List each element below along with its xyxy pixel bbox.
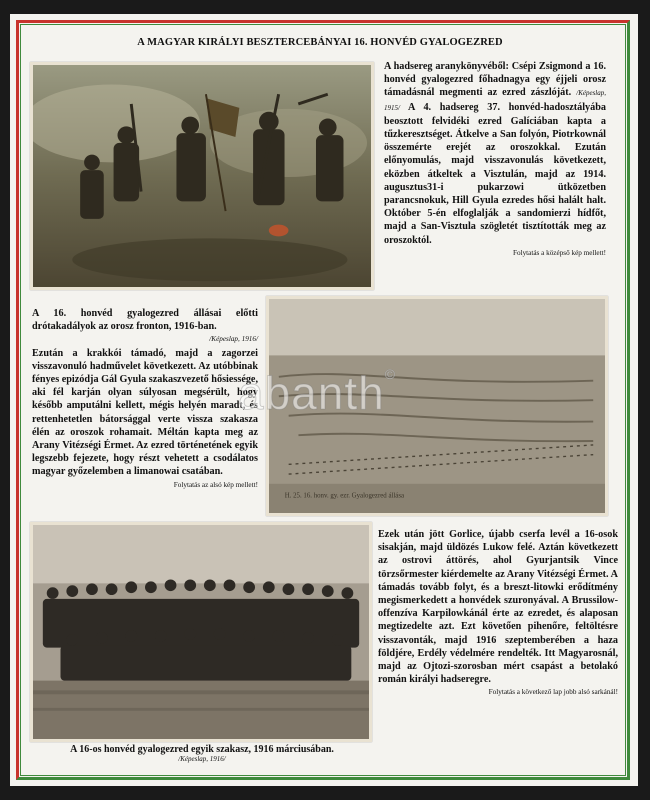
text-block-1 (384, 60, 606, 260)
continue-note-2: Folytatás az alsó kép mellett! (173, 480, 258, 489)
text-1a: A hadsereg aranykönyvéből: Csépi Zsigmond a 16. honvéd gyalogezred főhadnagya egy éjjeli orosz támadásnál megmenti az ezred zászlóját. (384, 61, 606, 99)
text-1b: A 4. hadsereg 37. honvéd-hadosztályába beosztott felvidéki ezred Galíciában kapta a tűzkeresztséget. Átkelve a San folyón, Piotrkownál összemérte erejét az oroszokkal. Ezután előnyomulás, majd visszavonulás következett, eközben átkeltek a Visztulán, majd az 1914. augusztus31-i pukarzowi ütközetben parancsnokuk, Hill Gyula ezredes hősi halált halt. Október 5-én elfoglalják a sandomierzi hídfőt, majd a San-Visztula szögletét tisztították meg az oroszoktól. (384, 101, 606, 246)
source-2a: /Képeslap, 1916/ (209, 335, 258, 344)
battle-painting-postcard (30, 62, 374, 290)
platoon-group-photo (30, 522, 372, 742)
page-title: A MAGYAR KIRÁLYI BESZTERCEBÁNYAI 16. HONVÉD GYALOGEZRED (137, 37, 503, 48)
source-1a: /Képeslap, 1915/ (384, 89, 606, 112)
photo2-caption: H. 25. 16. honv. gy. ezr. Gyalogezred állása (284, 492, 405, 500)
text-block-3 (378, 528, 618, 700)
text-2b: Ezután a krakkói támadó, majd a zagorzei visszavonuló hadművelet következett. Az utóbbinak fényes epizódja Gál Gyula szakaszvezető hősiessége, aki fél karján olyan súlyosan megsérült, hogy később amputálni kellett, mégis helyén maradt, és rettenhetetlen bátorsággal verte vissza szakasza élén az oroszok rohamait. Méltán kapta meg az Arany Vitézségi Érmet. Az ezred történetének egyik legszebb fejezete, hogy részt vehetett a csodálatos magyar győzelemben a limanowai csatában. (32, 347, 258, 478)
text-block-2 (32, 307, 258, 492)
photo3-caption (30, 744, 374, 763)
text-2a: A 16. honvéd gyalogezred állásai előtti drótakadályok az orosz fronton, 1916-ban. (32, 308, 258, 333)
continue-note-1: Folytatás a középső kép mellett! (512, 248, 606, 257)
continue-note-3: Folytatás a következő lap jobb alsó sarkánál! (488, 688, 618, 697)
watermark: abanth© (238, 366, 397, 419)
caption-text: A 16-os honvéd gyalogezred egyik szakasz, 1916 márciusában. (70, 744, 334, 755)
caption-source: /Képeslap, 1916/ (178, 755, 226, 763)
text-3: Ezek után jött Gorlice, újabb cserfa levél a 16-osok sisakján, majd üldözés Lukow felé. Aztán következett az ostrovi áttörés, ahol Gyurjantsik Vince törzsőrmester kiérdemelte az Arany Vitézségi Érmet. A támadás tovább folyt, és a breszt-litowki erődítmény megismerkedett a honvédek szuronyával. A Brussilow-offenzíva Karpilowkánál érte az ezredet, és alaposan megtizedelte azt. Ezt követően pihenőre, feltöltésre visszavonták, majd 1916 szeptemberében a haza földjére, Erdély védelmére rendelték. Itt Magyarosnál, majd az Ojtozi-szorosban mért csapást a betolakó román királyi hadseregre. (378, 529, 618, 686)
